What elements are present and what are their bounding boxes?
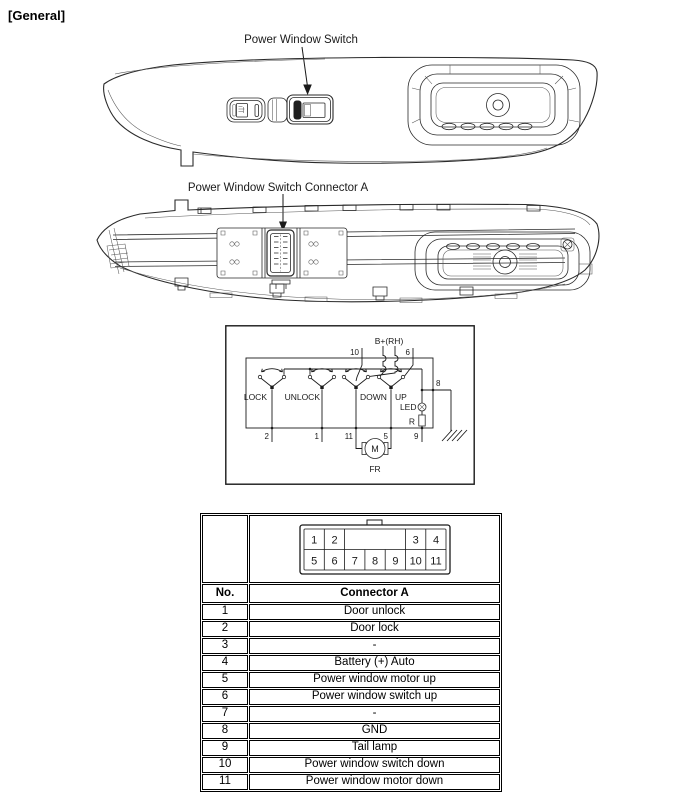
pin-6-label: 6: [405, 348, 410, 357]
connector-a-rear: [267, 230, 294, 276]
pin-2-label: 2: [264, 432, 269, 441]
pin-number-cell: 11: [202, 774, 248, 790]
motor-caption: FR: [369, 464, 381, 474]
connector-face-drawing: [299, 519, 451, 575]
pin-function-cell: Power window motor down: [249, 774, 500, 790]
table-row: [202, 638, 500, 654]
up-label: UP: [395, 392, 407, 402]
led-label: LED: [399, 402, 417, 412]
pin-number-cell: 10: [202, 757, 248, 773]
svg-text:2: 2: [330, 534, 338, 547]
svg-text:9: 9: [391, 555, 398, 568]
rear-panel-drawing: [95, 178, 605, 323]
no-header: No.: [202, 584, 248, 603]
table-row: [202, 706, 500, 722]
table-row: [202, 655, 500, 671]
svg-text:8: 8: [371, 555, 378, 568]
svg-text:3: 3: [412, 534, 419, 547]
table-row: [202, 740, 500, 756]
pin-number-cell: 6: [202, 689, 248, 705]
down-label: DOWN: [360, 392, 387, 402]
connector-face-cell: [249, 515, 500, 583]
pin-function-cell: Door lock: [249, 621, 500, 637]
svg-text:10: 10: [409, 555, 422, 568]
pin-function-cell: -: [249, 638, 500, 654]
pin-5-label: 5: [383, 432, 388, 441]
pin-1-label: 1: [314, 432, 319, 441]
pin-number-cell: 2: [202, 621, 248, 637]
table-row: [202, 723, 500, 739]
motor-label: M: [371, 444, 379, 454]
pin-number-cell: 5: [202, 672, 248, 688]
rear-panel-callout-label: Power Window Switch Connector A: [187, 182, 369, 194]
rear-trim-outline: [97, 200, 599, 303]
callout-arrow: [302, 47, 312, 95]
handle-bump-details: [442, 123, 532, 129]
table-header-row: [202, 584, 500, 603]
pin-function-cell: GND: [249, 723, 500, 739]
switch-module-rear: [217, 228, 347, 289]
unlock-label: UNLOCK: [284, 392, 320, 402]
connector-a-header: Connector A: [249, 584, 500, 603]
pocket-bump-details: [447, 244, 540, 250]
table-row: [202, 604, 500, 620]
connector-pin-table: [200, 513, 502, 792]
circuit-diagram: [225, 325, 475, 485]
pin-number-cell: 4: [202, 655, 248, 671]
table-row: [202, 621, 500, 637]
svg-text:11: 11: [429, 555, 442, 568]
pin-function-cell: Tail lamp: [249, 740, 500, 756]
pin-function-cell: Battery (+) Auto: [249, 655, 500, 671]
table-row: [202, 672, 500, 688]
table-row: [202, 757, 500, 773]
pin-function-cell: Power window motor up: [249, 672, 500, 688]
table-row: [202, 689, 500, 705]
pin-number-cell: 9: [202, 740, 248, 756]
pin-function-cell: Power window switch down: [249, 757, 500, 773]
pin-8-label: 8: [436, 379, 441, 388]
pin-function-cell: Power window switch up: [249, 689, 500, 705]
connector-face-row: [202, 515, 500, 583]
front-panel-drawing: [95, 28, 605, 180]
pin-10-label: 10: [350, 348, 359, 357]
power-window-switch-drawing: [268, 95, 333, 124]
lock-label: LOCK: [243, 392, 267, 402]
door-pull-handle-drawing: [408, 65, 580, 145]
pin-9-label: 9: [414, 432, 419, 441]
section-tag: [General]: [8, 8, 66, 23]
pin-number-cell: 7: [202, 706, 248, 722]
pin-number-cell: 3: [202, 638, 248, 654]
pin-11-label: 11: [344, 432, 353, 441]
screw-detail: [561, 238, 574, 251]
svg-text:5: 5: [310, 555, 317, 568]
pin-number-cell: 1: [202, 604, 248, 620]
door-lock-switch-drawing: [227, 98, 265, 122]
pin-function-cell: -: [249, 706, 500, 722]
resistor-label: R: [408, 416, 415, 427]
front-panel-callout-label: Power Window Switch: [244, 34, 358, 46]
table-row: [202, 774, 500, 790]
svg-text:6: 6: [330, 555, 338, 568]
svg-text:7: 7: [351, 555, 358, 568]
power-source-label: B+(RH): [374, 336, 404, 346]
svg-text:1: 1: [310, 534, 317, 547]
empty-cell: [202, 515, 248, 583]
callout-arrow: [279, 194, 287, 232]
svg-text:4: 4: [432, 534, 439, 547]
pin-function-cell: Door unlock: [249, 604, 500, 620]
pin-number-cell: 8: [202, 723, 248, 739]
